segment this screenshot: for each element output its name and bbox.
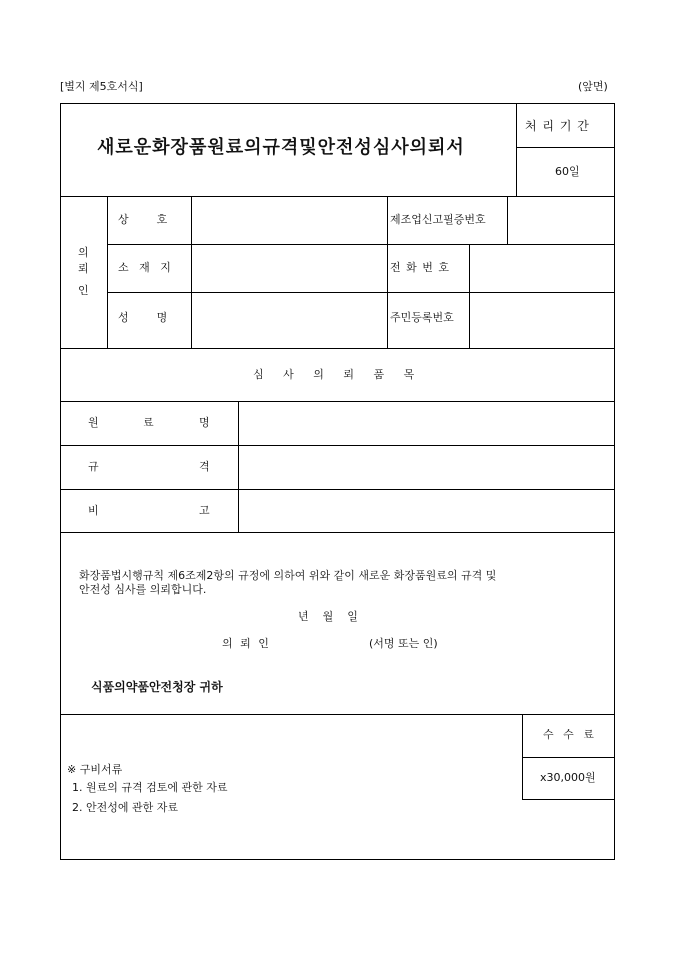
address-field[interactable]: [193, 246, 385, 290]
date-line: 년 월 일: [298, 610, 358, 623]
addressee: 식품의약품안전청장 귀하: [91, 680, 223, 694]
specification-label-1: 규: [88, 460, 99, 473]
remarks-field[interactable]: [240, 491, 613, 531]
phone-number-field[interactable]: [471, 246, 613, 290]
material-name-label-2: 료: [143, 416, 154, 429]
required-document-item: 1. 원료의 규격 검토에 관한 자료: [72, 781, 228, 794]
fee-label: 수 수 료: [543, 728, 597, 741]
fee-value: x30,000원: [540, 771, 596, 784]
applicant-label-1: 의: [78, 246, 89, 259]
applicant-sign-label: 의 뢰 인: [222, 637, 271, 650]
manufacturing-license-field[interactable]: [509, 198, 613, 242]
statement-line-2: 안전성 심사를 의뢰합니다.: [79, 583, 207, 596]
processing-period-label: 처 리 기 간: [525, 119, 590, 133]
resident-number-field[interactable]: [471, 294, 613, 346]
signature-note: (서명 또는 인): [369, 637, 438, 650]
phone-number-label: 전 화 번 호: [390, 261, 450, 274]
page-side-label: (앞면): [578, 80, 608, 93]
required-document-item: 2. 안전성에 관한 자료: [72, 801, 178, 814]
material-name-label-3: 명: [199, 416, 210, 429]
statement-line-1: 화장품법시행규칙 제6조제2항의 규정에 의하여 위와 같이 새로운 화장품원료의 규격 및: [79, 569, 497, 582]
business-name-label: 상 호: [118, 213, 168, 226]
material-name-field[interactable]: [240, 403, 613, 444]
address-label: 소 재 지: [118, 261, 171, 274]
applicant-signature-field[interactable]: [290, 634, 360, 654]
business-name-field[interactable]: [193, 198, 385, 242]
specification-label-2: 격: [199, 460, 210, 473]
manufacturing-license-label: 제조업신고필증번호: [390, 213, 486, 226]
form-number: [별지 제5호서식]: [60, 80, 143, 93]
specification-field[interactable]: [240, 447, 613, 488]
required-documents-heading: ※ 구비서류: [67, 763, 123, 776]
review-items-heading: 심 사 의 뢰 품 목: [253, 368, 423, 381]
name-field[interactable]: [193, 294, 385, 346]
remarks-label-2: 고: [199, 504, 210, 517]
remarks-label-1: 비: [88, 504, 99, 517]
applicant-label-3: 인: [78, 284, 89, 297]
material-name-label-1: 원: [88, 416, 99, 429]
name-label: 성 명: [118, 311, 168, 324]
processing-period-value: 60일: [555, 165, 580, 178]
applicant-label-2: 뢰: [78, 262, 89, 275]
resident-number-label: 주민등록번호: [390, 311, 454, 324]
document-title: 새로운화장품원료의규격및안전성심사의뢰서: [97, 137, 465, 158]
